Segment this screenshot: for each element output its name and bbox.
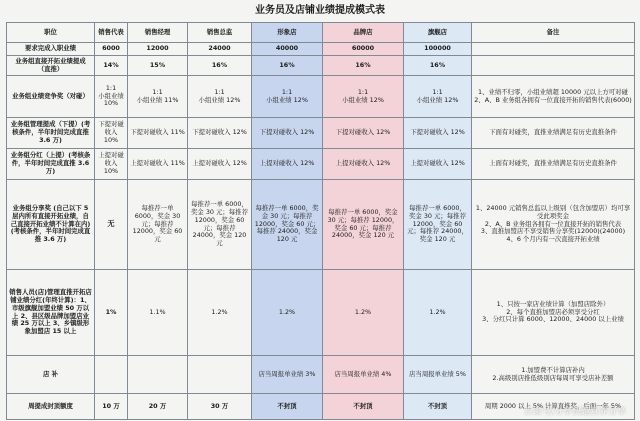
commission-table bbox=[6, 22, 635, 420]
watermark: 百家号/分享快跑营养分享 bbox=[523, 407, 626, 417]
header-position: 职位 bbox=[7, 23, 95, 43]
row-label: 业务组直接开拓业绩提成（直推） bbox=[7, 56, 95, 76]
cell-remarks: 1、只按一家店业绩计算（加盟店除外） 2、每个直推加盟店必须享受分红 3、分红只计算 6000、12000、24000 以上业绩 bbox=[472, 270, 635, 356]
cell-flagship-store: 1.2% bbox=[404, 270, 472, 356]
cell-sales-director: 30 万 bbox=[188, 394, 252, 420]
cell-sales-rep: 6000 bbox=[95, 43, 128, 56]
cell-sales-director: 1:1 小组业绩 12% bbox=[188, 76, 252, 118]
cell-sales-director: 16% bbox=[188, 56, 252, 76]
cell-brand-store: 店当周报单业绩 4% bbox=[323, 356, 404, 394]
cell-shape-store: 1:1 小组业绩 12% bbox=[252, 76, 323, 118]
row-dividend bbox=[7, 149, 635, 180]
cell-shape-store: 40000 bbox=[252, 43, 323, 56]
cell-sales-manager: 每推荐一单 6000，奖金 30 元；每推荐 12000，奖金 60 元 bbox=[128, 180, 188, 270]
cell-flagship-store: 16% bbox=[404, 56, 472, 76]
cell-flagship-store: 1:1 小组业绩 12% bbox=[404, 76, 472, 118]
row-label: 业务组分红（上提）(考核条件，半年时间完成直推 3.6 万) bbox=[7, 149, 95, 180]
cell-shape-store: 每推荐一单 6000，奖金 30 元；每推荐 12000，奖金 60 元；每推荐 24000，奖金 120 元 bbox=[252, 180, 323, 270]
cell-brand-store: 1.2% bbox=[323, 270, 404, 356]
cell-remarks bbox=[472, 56, 635, 76]
cell-sales-director: 每推荐一单 6000，奖金 30 元；每推荐 12000，奖金 60 元；每推荐 24000，奖金 120 元 bbox=[188, 180, 252, 270]
cell-shape-store: 16% bbox=[252, 56, 323, 76]
cell-sales-manager: 1.1% bbox=[128, 270, 188, 356]
cell-brand-store: 上提对碰收入 12% bbox=[323, 149, 404, 180]
cell-brand-store: 不封顶 bbox=[323, 394, 404, 420]
cell-flagship-store: 不封顶 bbox=[404, 394, 472, 420]
cell-brand-store: 下提对碰收入 12% bbox=[323, 118, 404, 149]
cell-shape-store: 上提对碰收入 12% bbox=[252, 149, 323, 180]
cell-sales-director: 1.2% bbox=[188, 270, 252, 356]
cell-sales-rep bbox=[95, 356, 128, 394]
row-store-dividend bbox=[7, 270, 635, 356]
cell-shape-store: 1.2% bbox=[252, 270, 323, 356]
cell-shape-store: 不封顶 bbox=[252, 394, 323, 420]
row-competition-bonus bbox=[7, 76, 635, 118]
cell-brand-store: 16% bbox=[323, 56, 404, 76]
row-label: 周提成封顶额度 bbox=[7, 394, 95, 420]
header-shape-store: 形象店 bbox=[252, 23, 323, 43]
cell-brand-store: 每推荐一单 6000，奖金 30 元；每推荐 12000，奖金 60 元；每推荐 24000，奖金 120 元 bbox=[323, 180, 404, 270]
cell-sales-rep: 无 bbox=[95, 180, 128, 270]
cell-shape-store: 店当周报单业绩 3% bbox=[252, 356, 323, 394]
cell-sales-rep: 上提对碰收入 10% bbox=[95, 149, 128, 180]
cell-remarks bbox=[472, 43, 635, 56]
row-management-commission bbox=[7, 118, 635, 149]
cell-flagship-store: 每推荐一单 6000，奖金 30 元；每推荐 12000，奖金 60 元；每推荐 24000，奖金 120 元 bbox=[404, 180, 472, 270]
cell-sales-director bbox=[188, 356, 252, 394]
cell-remarks: 1、业绩不归零，小组业绩超 10000 元以上方可对碰 2、A、B 业务组各拥有一位直接开拓的销售代表(6000) bbox=[472, 76, 635, 118]
cell-remarks: 1.加盟费不计算店补内 2.高级别店推低级别店每周可享受店补差额 bbox=[472, 356, 635, 394]
cell-remarks: 下面有对碰奖，直推业绩满足有历史直推条件 bbox=[472, 118, 635, 149]
cell-sales-manager: 下提对碰收入 11% bbox=[128, 118, 188, 149]
header-remarks: 备注 bbox=[472, 23, 635, 43]
cell-shape-store: 下提对碰收入 12% bbox=[252, 118, 323, 149]
row-label: 业务组管理提成（下提）(考核条件，半年时间完成直推 3.6 万) bbox=[7, 118, 95, 149]
cell-brand-store: 1:1 小组业绩 12% bbox=[323, 76, 404, 118]
header-sales-rep: 销售代表 bbox=[95, 23, 128, 43]
row-store-subsidy bbox=[7, 356, 635, 394]
cell-sales-director: 下提对碰收入 12% bbox=[188, 118, 252, 149]
cell-flagship-store: 店当周报单业绩 5% bbox=[404, 356, 472, 394]
cell-sales-rep: 10 万 bbox=[95, 394, 128, 420]
header-flagship-store: 旗舰店 bbox=[404, 23, 472, 43]
cell-sales-rep: 1:1 小组业绩 10% bbox=[95, 76, 128, 118]
header-row bbox=[7, 23, 635, 43]
cell-sales-rep: 1% bbox=[95, 270, 128, 356]
cell-remarks: 1、24000 元销售总监以上级别（包含加盟店）均可享受此项奖金 2、A、B 业务组各拥有一位直接开拓的销售代表 3、直推加盟店不享受销售分享奖(12000)(24000) 4、6 个月内有一次直接开拓业绩 bbox=[472, 180, 635, 270]
cell-sales-rep: 下提对碰收入 10% bbox=[95, 118, 128, 149]
cell-flagship-store: 下提对碰收入 12% bbox=[404, 118, 472, 149]
row-label: 要求完成入职业绩 bbox=[7, 43, 95, 56]
cell-sales-manager: 上提对碰收入 11% bbox=[128, 149, 188, 180]
cell-remarks: 上面有对碰奖，直推业绩满足有历史直推条件 bbox=[472, 149, 635, 180]
cell-flagship-store: 100000 bbox=[404, 43, 472, 56]
row-label: 店 补 bbox=[7, 356, 95, 394]
cell-sales-director: 上提对碰收入 12% bbox=[188, 149, 252, 180]
row-sharing-bonus bbox=[7, 180, 635, 270]
header-sales-director: 销售总监 bbox=[188, 23, 252, 43]
cell-sales-manager: 1:1 小组业绩 11% bbox=[128, 76, 188, 118]
row-label: 业务组业绩竞争奖（对碰） bbox=[7, 76, 95, 118]
header-brand-store: 品牌店 bbox=[323, 23, 404, 43]
cell-sales-rep: 14% bbox=[95, 56, 128, 76]
document-title: 业务员及店铺业绩提成模式表 bbox=[255, 5, 385, 16]
row-direct-commission bbox=[7, 56, 635, 76]
cell-remarks: 周期 2000 以上 5% 计算直推奖，后面一年 5% bbox=[472, 394, 635, 420]
cell-sales-manager: 12000 bbox=[128, 43, 188, 56]
row-label: 业务组分享奖 (自己以下 5 层内所有直接开拓业绩，自己直接开拓业绩不计算在内)(考核条件，半年时间完成直推 3.6 万) bbox=[7, 180, 95, 270]
row-entry-performance bbox=[7, 43, 635, 56]
header-sales-manager: 销售经理 bbox=[128, 23, 188, 43]
cell-sales-manager bbox=[128, 356, 188, 394]
cell-sales-manager: 15% bbox=[128, 56, 188, 76]
cell-flagship-store: 上提对碰收入 12% bbox=[404, 149, 472, 180]
cell-sales-manager: 20 万 bbox=[128, 394, 188, 420]
cell-sales-director: 24000 bbox=[188, 43, 252, 56]
cell-brand-store: 60000 bbox=[323, 43, 404, 56]
row-label: 销售人员(店)管理直推开拓店铺业绩分红(年终计算)：1、市级旗舰加盟业绩 50 万以上 2、县区级品牌加盟店业绩 25 万以上 3、乡镇级形象加盟店 15 以上 bbox=[7, 270, 95, 356]
